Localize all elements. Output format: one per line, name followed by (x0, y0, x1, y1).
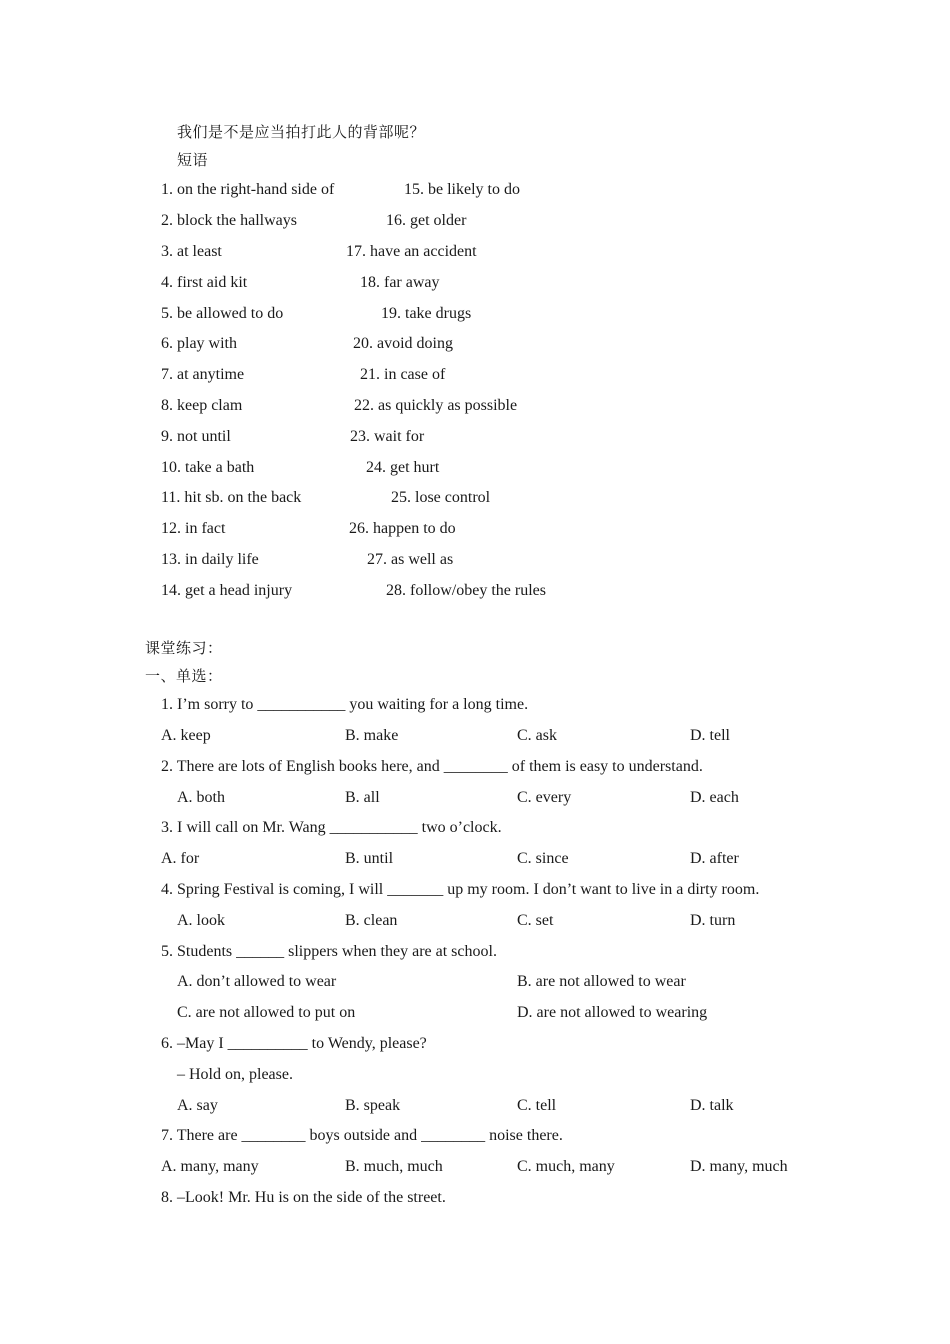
answer-option: D. after (690, 850, 739, 867)
intro-line: 我们是不是应当拍打此人的背部呢？ (177, 123, 426, 141)
question-stem: 8. –Look! Mr. Hu is on the side of the street. (161, 1189, 446, 1206)
answer-option: C. since (517, 850, 569, 867)
question-stem: 7. There are ________ boys outside and ________ noise there. (161, 1127, 563, 1144)
phrases-title: 短语 (177, 151, 209, 169)
answer-option: B. make (345, 727, 399, 744)
phrase-item: 23. wait for (350, 428, 425, 445)
phrase-item: 16. get older (386, 212, 467, 229)
phrase-item: 8. keep clam (161, 397, 243, 414)
phrase-item: 12. in fact (161, 520, 226, 537)
answer-option: B. clean (345, 912, 398, 929)
section-title: 一、单选： (145, 667, 223, 685)
answer-option: B. are not allowed to wear (517, 973, 686, 990)
question-stem: 2. There are lots of English books here, and ________ of them is easy to understand. (161, 758, 703, 775)
answer-option: A. don’t allowed to wear (177, 973, 337, 990)
phrase-item: 9. not until (161, 428, 231, 445)
question-stem: 3. I will call on Mr. Wang ___________ two o’clock. (161, 819, 502, 836)
phrase-item: 4. first aid kit (161, 274, 248, 291)
answer-option: B. all (345, 789, 380, 806)
answer-option: C. set (517, 912, 554, 929)
phrase-item: 25. lose control (391, 489, 491, 506)
answer-option: A. many, many (161, 1158, 259, 1175)
phrase-item: 24. get hurt (366, 459, 440, 476)
answer-option: C. tell (517, 1097, 557, 1114)
answer-option: B. until (345, 850, 394, 867)
phrase-item: 10. take a bath (161, 459, 255, 476)
phrase-item: 18. far away (360, 274, 440, 291)
answer-option: C. much, many (517, 1158, 615, 1175)
answer-option: B. speak (345, 1097, 401, 1114)
answer-option: A. look (177, 912, 225, 929)
answer-option: D. turn (690, 912, 736, 929)
phrase-item: 13. in daily life (161, 551, 259, 568)
answer-option: A. both (177, 789, 225, 806)
phrase-item: 14. get a head injury (161, 582, 293, 599)
phrase-item: 11. hit sb. on the back (161, 489, 302, 506)
question-stem: 5. Students ______ slippers when they are at school. (161, 943, 497, 960)
answer-option: A. keep (161, 727, 211, 744)
answer-option: B. much, much (345, 1158, 443, 1175)
phrase-item: 1. on the right-hand side of (161, 181, 335, 198)
phrase-item: 6. play with (161, 335, 237, 352)
question-stem: 4. Spring Festival is coming, I will _______ up my room. I don’t want to live in a dirty room. (161, 881, 760, 898)
answer-option: A. for (161, 850, 200, 867)
answer-option: C. are not allowed to put on (177, 1004, 356, 1021)
answer-option: D. talk (690, 1097, 734, 1114)
answer-option: D. each (690, 789, 739, 806)
answer-option: C. every (517, 789, 572, 806)
answer-option: D. are not allowed to wearing (517, 1004, 708, 1021)
answer-option: C. ask (517, 727, 557, 744)
dialogue-reply: – Hold on, please. (177, 1066, 293, 1083)
phrase-item: 26. happen to do (349, 520, 456, 537)
phrase-item: 28. follow/obey the rules (386, 582, 546, 599)
phrase-item: 21. in case of (360, 366, 446, 383)
practice-title: 课堂练习： (145, 639, 223, 657)
phrase-item: 5. be allowed to do (161, 305, 284, 322)
phrase-item: 17. have an accident (346, 243, 477, 260)
answer-option: D. tell (690, 727, 730, 744)
answer-option: D. many, much (690, 1158, 788, 1175)
phrase-item: 19. take drugs (381, 305, 472, 322)
question-stem: 6. –May I __________ to Wendy, please? (161, 1035, 427, 1052)
answer-option: A. say (177, 1097, 218, 1114)
phrase-item: 27. as well as (367, 551, 454, 568)
phrase-item: 20. avoid doing (353, 335, 453, 352)
question-stem: 1. I’m sorry to ___________ you waiting for a long time. (161, 696, 529, 713)
phrase-item: 15. be likely to do (404, 181, 520, 198)
phrase-item: 7. at anytime (161, 366, 245, 383)
phrase-item: 2. block the hallways (161, 212, 297, 229)
phrase-item: 3. at least (161, 243, 222, 260)
phrase-item: 22. as quickly as possible (354, 397, 518, 414)
